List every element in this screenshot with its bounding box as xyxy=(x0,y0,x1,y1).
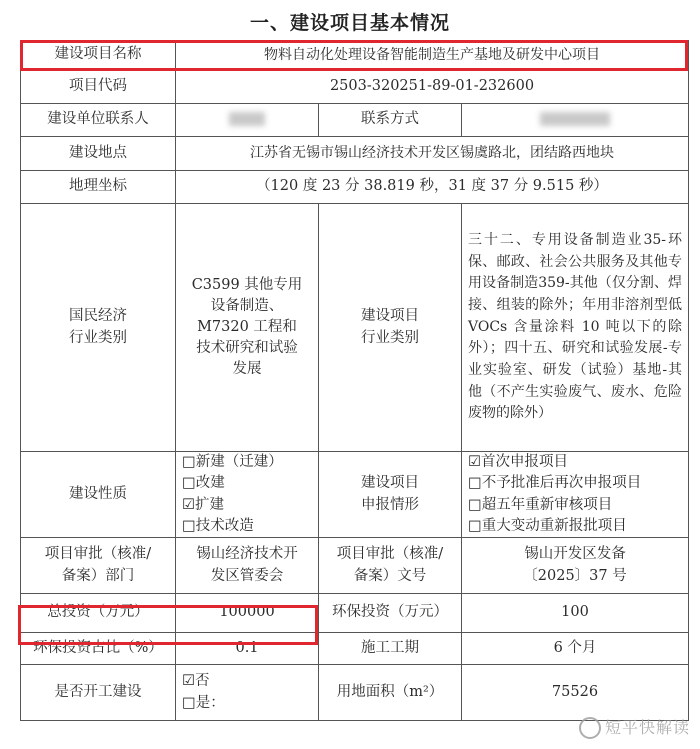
row-industry xyxy=(21,204,689,452)
label-project-code: 项目代码 xyxy=(21,70,176,104)
label-project-industry-line2: 行业类别 xyxy=(361,329,419,346)
value-approval-doc-line1: 锡山开发区发备 xyxy=(524,546,626,563)
label-approval-doc xyxy=(319,538,462,594)
checkbox-major-change[interactable]: □重大变动重新报批项目 xyxy=(468,517,627,534)
national-industry-line: 技术研究和试验 xyxy=(196,340,298,356)
label-land-area: 用地面积（m²） xyxy=(319,665,462,721)
label-env-ratio: 环保投资占比（%） xyxy=(21,633,176,665)
label-nature: 建设性质 xyxy=(21,452,176,538)
checkbox-expand[interactable]: ☑扩建 xyxy=(182,496,224,513)
national-industry-line: 设备制造、 xyxy=(210,297,284,314)
label-contact: 建设单位联系人 xyxy=(21,104,176,137)
checkbox-resubmit[interactable]: □不予批准后再次申报项目 xyxy=(468,475,642,492)
checkbox-rebuild[interactable]: □改建 xyxy=(182,475,225,492)
row-coordinates xyxy=(21,171,689,204)
label-project-industry xyxy=(319,204,462,452)
value-env-investment: 100 xyxy=(462,594,689,633)
redacted-phone xyxy=(540,112,610,126)
row-location xyxy=(21,137,689,171)
label-approval-dept-line2: 备案）部门 xyxy=(61,567,135,584)
label-industry-line1: 国民经济 xyxy=(69,308,127,325)
value-approval-doc xyxy=(462,538,689,594)
label-env-investment: 环保投资（万元） xyxy=(319,594,462,633)
value-location: 江苏省无锡市锡山经济技术开发区锡虞路北，团结路西地块 xyxy=(176,137,689,171)
nature-options xyxy=(176,452,319,538)
highlight-project-name-row xyxy=(20,40,688,71)
label-coordinates: 地理坐标 xyxy=(21,171,176,204)
value-land-area: 75526 xyxy=(462,665,689,721)
value-project-code: 2503-320251-89-01-232600 xyxy=(176,70,689,104)
report-options xyxy=(462,452,689,538)
value-contact-redacted xyxy=(176,104,319,137)
value-approval-dept-line1: 锡山经济技术开 xyxy=(196,546,298,563)
checkbox-new-build[interactable]: □新建（迁建） xyxy=(182,454,283,471)
row-approval xyxy=(21,538,689,594)
started-options xyxy=(176,665,319,721)
label-location: 建设地点 xyxy=(21,137,176,171)
value-approval-doc-line2: 〔2025〕37 号 xyxy=(523,567,627,584)
highlight-total-investment xyxy=(18,605,318,645)
value-total-investment: 100000 xyxy=(176,594,319,633)
value-national-industry xyxy=(176,204,319,452)
label-project-industry-line1: 建设项目 xyxy=(361,308,419,325)
label-approval-doc-line2: 备案）文号 xyxy=(353,567,427,584)
value-construction-period: 6 个月 xyxy=(462,633,689,665)
section-title: 一、建设项目基本情况 xyxy=(249,12,450,34)
value-env-ratio: 0.1 xyxy=(176,633,319,665)
value-project-industry: 三十二、专用设备制造业35-环保、邮政、社会公共服务及其他专用设备制造359-其他（仅分割、焊接、组装的除外；年用非溶剂型低 VOCs 含量涂料 10 吨以下的除外）；四十五、研究和试验发展-专业实验室、研发（试验）基地-其他（不产生实验废气、废水、危险废物的除外） xyxy=(462,204,689,452)
national-industry-line: 发展 xyxy=(232,361,262,378)
label-construction-period: 施工工期 xyxy=(319,633,462,665)
label-project-name: 建设项目名称 xyxy=(21,41,176,70)
checkbox-five-year-review[interactable]: □超五年重新审核项目 xyxy=(468,496,613,513)
national-industry-line: M7320 工程和 xyxy=(197,318,297,335)
value-project-name: 物料自动化处理设备智能制造生产基地及研发中心项目 xyxy=(176,41,689,70)
watermark xyxy=(579,715,690,740)
checkbox-first-report[interactable]: ☑首次申报项目 xyxy=(468,454,568,471)
label-report-type xyxy=(319,452,462,538)
row-project-code xyxy=(21,70,689,104)
label-industry-line2: 行业类别 xyxy=(69,329,127,346)
value-contact-method-redacted xyxy=(462,104,689,137)
redacted-contact-name xyxy=(229,112,265,126)
label-total-investment: 总投资（万元） xyxy=(21,594,176,633)
label-started: 是否开工建设 xyxy=(21,665,176,721)
checkbox-started[interactable]: □是： xyxy=(182,694,225,711)
value-approval-dept-line2: 发区管委会 xyxy=(210,567,284,584)
watermark-logo-icon xyxy=(579,717,601,739)
checkbox-not-started[interactable]: ☑否 xyxy=(182,673,210,690)
checkbox-tech-upgrade[interactable]: □技术改造 xyxy=(182,517,254,534)
value-approval-dept xyxy=(176,538,319,594)
label-approval-dept xyxy=(21,538,176,594)
row-nature xyxy=(21,452,689,538)
label-contact-method: 联系方式 xyxy=(319,104,462,137)
label-report-type-line1: 建设项目 xyxy=(361,475,419,492)
label-approval-dept-line1: 项目审批（核准/ xyxy=(44,546,152,563)
row-contact xyxy=(21,104,689,137)
label-industry xyxy=(21,204,176,452)
label-approval-doc-line1: 项目审批（核准/ xyxy=(336,546,444,563)
row-started xyxy=(21,665,689,721)
watermark-text: 短平快解读 xyxy=(604,717,690,737)
value-coordinates: （120 度 23 分 38.819 秒，31 度 37 分 9.515 秒） xyxy=(176,171,689,204)
label-report-type-line2: 申报情形 xyxy=(361,496,419,513)
national-industry-line: C3599 其他专用 xyxy=(191,276,303,293)
